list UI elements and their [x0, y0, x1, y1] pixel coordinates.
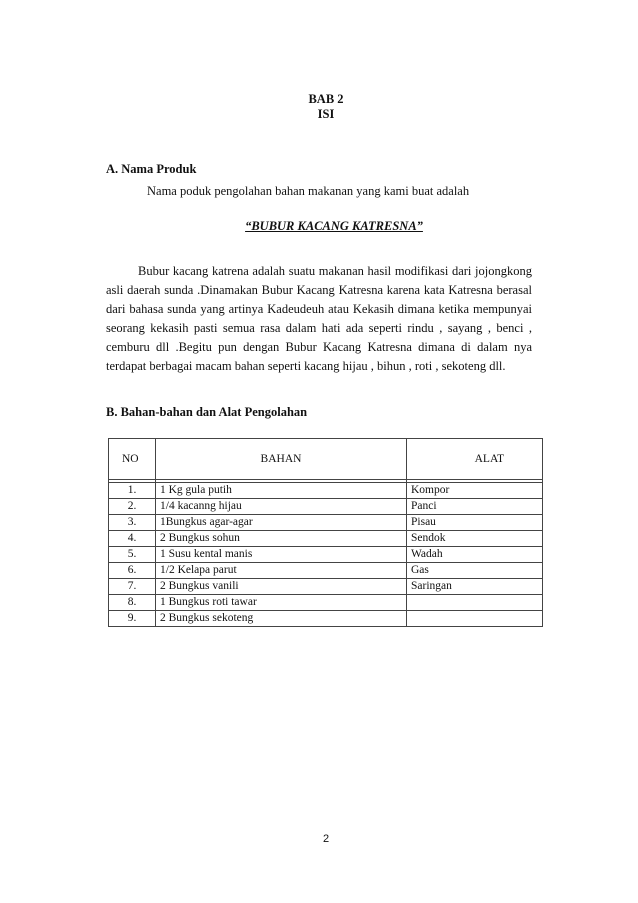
- cell-alat: Kompor: [407, 483, 543, 499]
- table-row: [109, 547, 543, 563]
- table-row: [109, 531, 543, 547]
- cell-bahan: 1 Kg gula putih: [156, 483, 407, 499]
- product-description-paragraph: Bubur kacang katrena adalah suatu makanan hasil modifikasi dari jojongkong asli daerah sunda .Dinamakan Bubur Kacang Katresna karena kata Katresna berasal dari bahasa sunda yang artinya Kadeudeuh atau Kekasih dimana ketika mempunyai seorang kekasih pasti semua rasa dalam hati ada seperti rindu , sayang , benci , cemburu dll .Begitu pun dengan Bubur Kacang Katresna dimana di dalam nya terdapat berbagai macam bahan seperti kacang hijau , bihun , roti , sekoteng dll.: [106, 264, 532, 373]
- header-no: NO: [109, 439, 156, 480]
- table-row: [109, 611, 543, 627]
- cell-bahan: 1/2 Kelapa parut: [156, 563, 407, 579]
- cell-alat: [407, 611, 543, 627]
- cell-bahan: 2 Bungkus vanili: [156, 579, 407, 595]
- cell-bahan: 1 Susu kental manis: [156, 547, 407, 563]
- header-bahan: BAHAN: [156, 439, 407, 480]
- table-row: [109, 579, 543, 595]
- cell-no: 8.: [109, 595, 156, 611]
- cell-bahan: 2 Bungkus sohun: [156, 531, 407, 547]
- section-a-heading: A. Nama Produk: [106, 162, 197, 176]
- cell-alat: Pisau: [407, 515, 543, 531]
- chapter-title: ISI: [317, 107, 335, 121]
- table-row: [109, 515, 543, 531]
- product-name: “BUBUR KACANG KATRESNA”: [245, 219, 423, 233]
- table-row: [109, 563, 543, 579]
- cell-alat: [407, 595, 543, 611]
- cell-bahan: 1 Bungkus roti tawar: [156, 595, 407, 611]
- table-row: [109, 595, 543, 611]
- cell-alat: Saringan: [407, 579, 543, 595]
- cell-bahan: 1/4 kacanng hijau: [156, 499, 407, 515]
- materials-table: [108, 438, 543, 627]
- chapter-heading: [0, 92, 638, 122]
- cell-bahan: 1Bungkus agar-agar: [156, 515, 407, 531]
- header-alat: ALAT: [407, 439, 543, 480]
- section-b-heading: B. Bahan-bahan dan Alat Pengolahan: [106, 405, 308, 419]
- cell-no: 2.: [109, 499, 156, 515]
- cell-no: 5.: [109, 547, 156, 563]
- product-intro-text: Nama poduk pengolahan bahan makanan yang kami buat adalah: [147, 184, 470, 198]
- table-row: [109, 483, 543, 499]
- cell-alat: Sendok: [407, 531, 543, 547]
- table-header-row: [109, 439, 543, 480]
- page-number: 2: [322, 833, 330, 845]
- table-body: [109, 480, 543, 627]
- cell-no: 1.: [109, 483, 156, 499]
- cell-alat: Wadah: [407, 547, 543, 563]
- cell-no: 7.: [109, 579, 156, 595]
- cell-no: 3.: [109, 515, 156, 531]
- table-row: [109, 499, 543, 515]
- cell-no: 6.: [109, 563, 156, 579]
- cell-bahan: 2 Bungkus sekoteng: [156, 611, 407, 627]
- chapter-number: BAB 2: [308, 92, 344, 106]
- cell-no: 9.: [109, 611, 156, 627]
- cell-alat: Panci: [407, 499, 543, 515]
- cell-alat: Gas: [407, 563, 543, 579]
- cell-no: 4.: [109, 531, 156, 547]
